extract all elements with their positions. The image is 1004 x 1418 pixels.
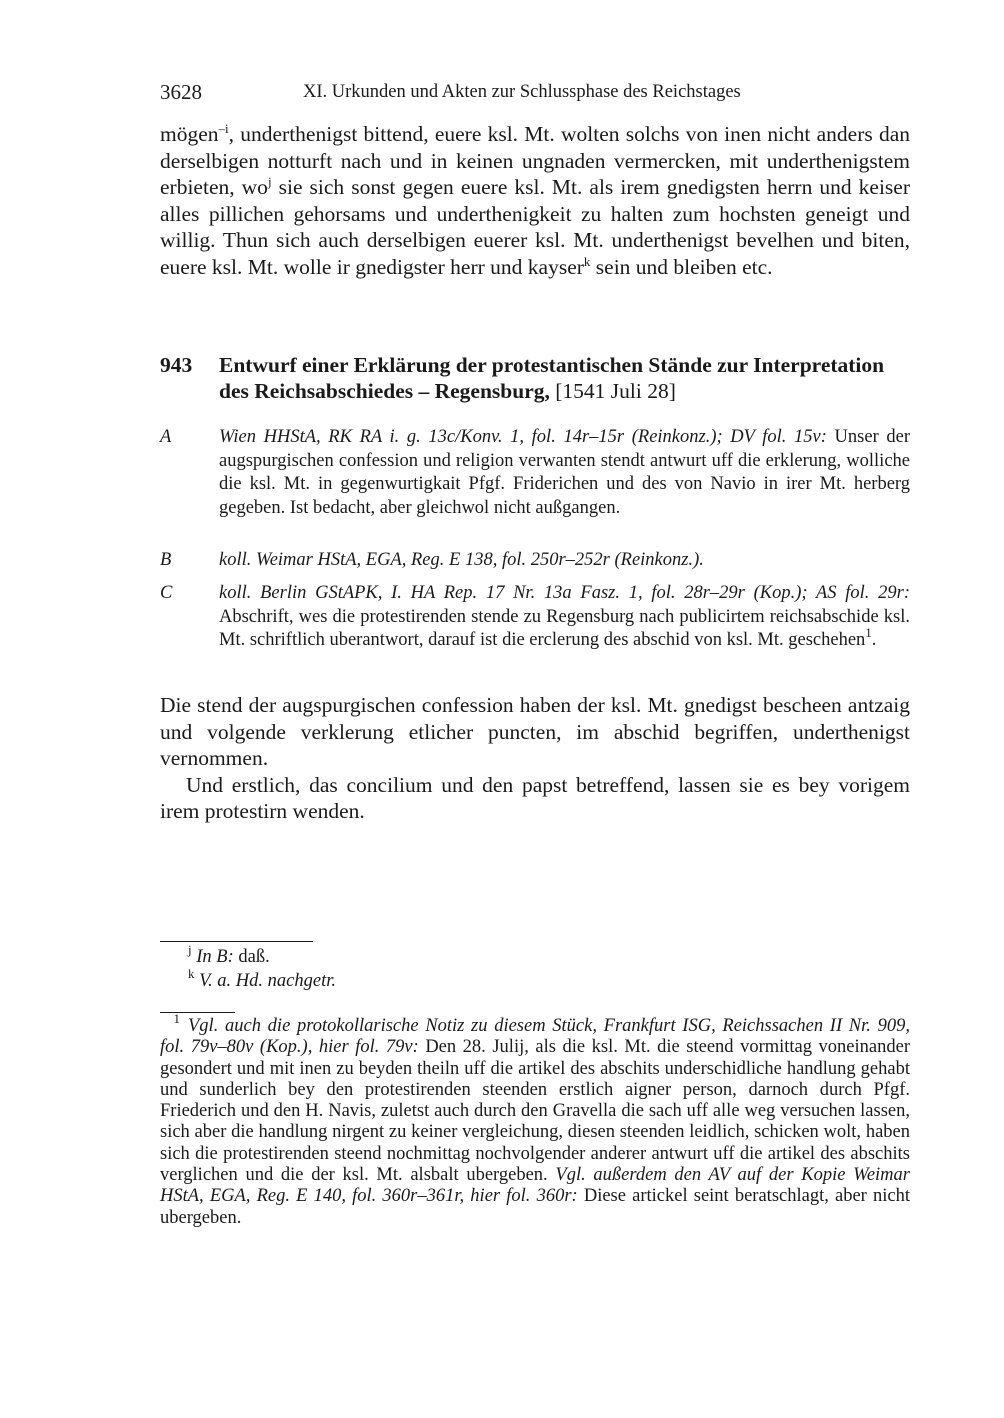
body-paragraph: Und erstlich, das concilium und den papst betreffend, lassen sie es bey vorigem irem protestirn wenden. [160, 772, 910, 823]
footnote-italic: In B: [196, 947, 234, 967]
text-segment: , underthenigst bittend, euere ksl. Mt. wolten solchs von inen nicht anders dan derselbigen notturft nach und in keinen ungnaden vermercken, mit underthenigstem erbieten, wo [160, 122, 910, 199]
page-number: 3628 [160, 80, 202, 104]
witness-description [219, 426, 910, 520]
footnote-ref-1: 1 [865, 625, 872, 640]
document-body [160, 692, 910, 825]
footnote-rule [160, 1012, 235, 1013]
footnote-j [188, 942, 270, 969]
footnote-italic: V. a. Hd. nachgetr. [199, 971, 336, 991]
footnote-k [188, 966, 336, 993]
document-title [219, 352, 910, 404]
text-segment: . [871, 630, 877, 650]
witness-source: koll. Berlin GStAPK, I. HA Rep. 17 Nr. 13a Fasz. 1, fol. 28r–29r (Kop.); AS fol. 29r: [219, 583, 910, 603]
footnote-ref-i: –i [218, 121, 229, 136]
witness-note: Unser der augspurgischen confession und religion verwanten stendt antwurt uff die erklerung, wolliche die ksl. Mt. in gegenwurtigkait Pfgf. Friderichen und des von Navio in irer Mt. herberg gegeben. Ist bedacht, aber gleichwol nicht außgangen. [219, 427, 910, 518]
footnote-ref-j: j [267, 174, 272, 189]
footnote-marker: 1 [173, 1011, 180, 1026]
witness-description [219, 582, 910, 653]
witness-description [219, 549, 910, 573]
footnote-rule [160, 941, 313, 942]
footnote-italic: Vgl. außerdem den AV auf der Kopie Weimar HStA, EGA, Reg. E 140, fol. 360r–361r, hier fol. 360r: [160, 1165, 910, 1207]
footnote-italic: Vgl. auch die protokollarische Notiz zu diesem Stück, Frankfurt ISG, Reichssachen II Nr. 909, fol. 79v–80v (Kop.), hier fol. 79v: [160, 1016, 910, 1058]
witness-siglum: B [160, 550, 172, 570]
witness-note: Abschrift, wes die protestirenden stende zu Regensburg nach publicirtem reichsabschide ksl. Mt. schriftlich uberantwort, darauf ist die erclerung des abschid von ksl. Mt. geschehen [219, 606, 910, 650]
witness-siglum: C [160, 583, 173, 603]
running-head: XI. Urkunden und Akten zur Schlussphase des Reichstages [303, 82, 741, 102]
body-paragraph: Die stend der augspurgischen confession haben der ksl. Mt. gnedigst bescheen antzaig und volgende verklerung etlicher puncten, im abschid begriffen, underthenigst vernommen. [160, 693, 910, 770]
page-header [160, 80, 910, 106]
witness-source: koll. Weimar HStA, EGA, Reg. E 138, fol. 250r–252r (Reinkonz.). [219, 550, 704, 570]
document-title-text: Entwurf einer Erklärung der protestantischen Stände zur Interpretation des Reichsabschiedes – Regensburg, [219, 353, 885, 403]
footnote-text: Den 28. Julij, als die ksl. Mt. die steend vormittag voneinander gesondert und mit inen zu beyden theiln uff die artikel des abschits underschidliche handlung gehabt und sunderlich bey den protestirenden steenden erstlich aigner person, darnoch durch Pfgf. Friederich und den H. Navis, zuletst auch durch den Gravella die sach uff alle weg versuchen lassen, sich aber die handlung nirgent zu keiner vergleichung, diesen steenden leidlich, schicken wolt, haben sich die protestirenden steend nochmittag nochvolgender anderer antwurt uff die artikel des abschits verglichen und die der ksl. Mt. alsbalt ubergeben. [160, 1037, 910, 1186]
footnote-marker: j [188, 942, 192, 957]
footnote-marker: k [188, 966, 195, 981]
footnote-ref-k: k [583, 253, 591, 269]
footnote-text: Diese artickel seint beratschlagt, aber nicht ubergeben. [160, 1186, 910, 1228]
witness-siglum: A [160, 427, 172, 447]
document-date: [1541 Juli 28] [555, 379, 676, 403]
footnote-text: daß. [233, 947, 270, 967]
continuation-paragraph [160, 121, 910, 280]
text-segment: mögen [160, 122, 219, 146]
witness-source: Wien HHStA, RK RA i. g. 13c/Konv. 1, fol. 14r–15r (Reinkonz.); DV fol. 15v: [219, 427, 827, 447]
text-segment: sie sich sonst gegen euere ksl. Mt. als irem gnedigsten herrn und keiser alles pillichen gehorsams und underthenigkeit zu halten zum hochsten geneigt und willig. Thun sich auch derselbigen euerer ksl. Mt. underthenigst bevelhen und biten, euere ksl. Mt. wolle ir gnedigster herr und kayser [160, 175, 911, 279]
text-segment: sein und bleiben etc. [590, 254, 773, 279]
document-number: 943 [160, 353, 193, 377]
footnote-1 [160, 1011, 910, 1229]
